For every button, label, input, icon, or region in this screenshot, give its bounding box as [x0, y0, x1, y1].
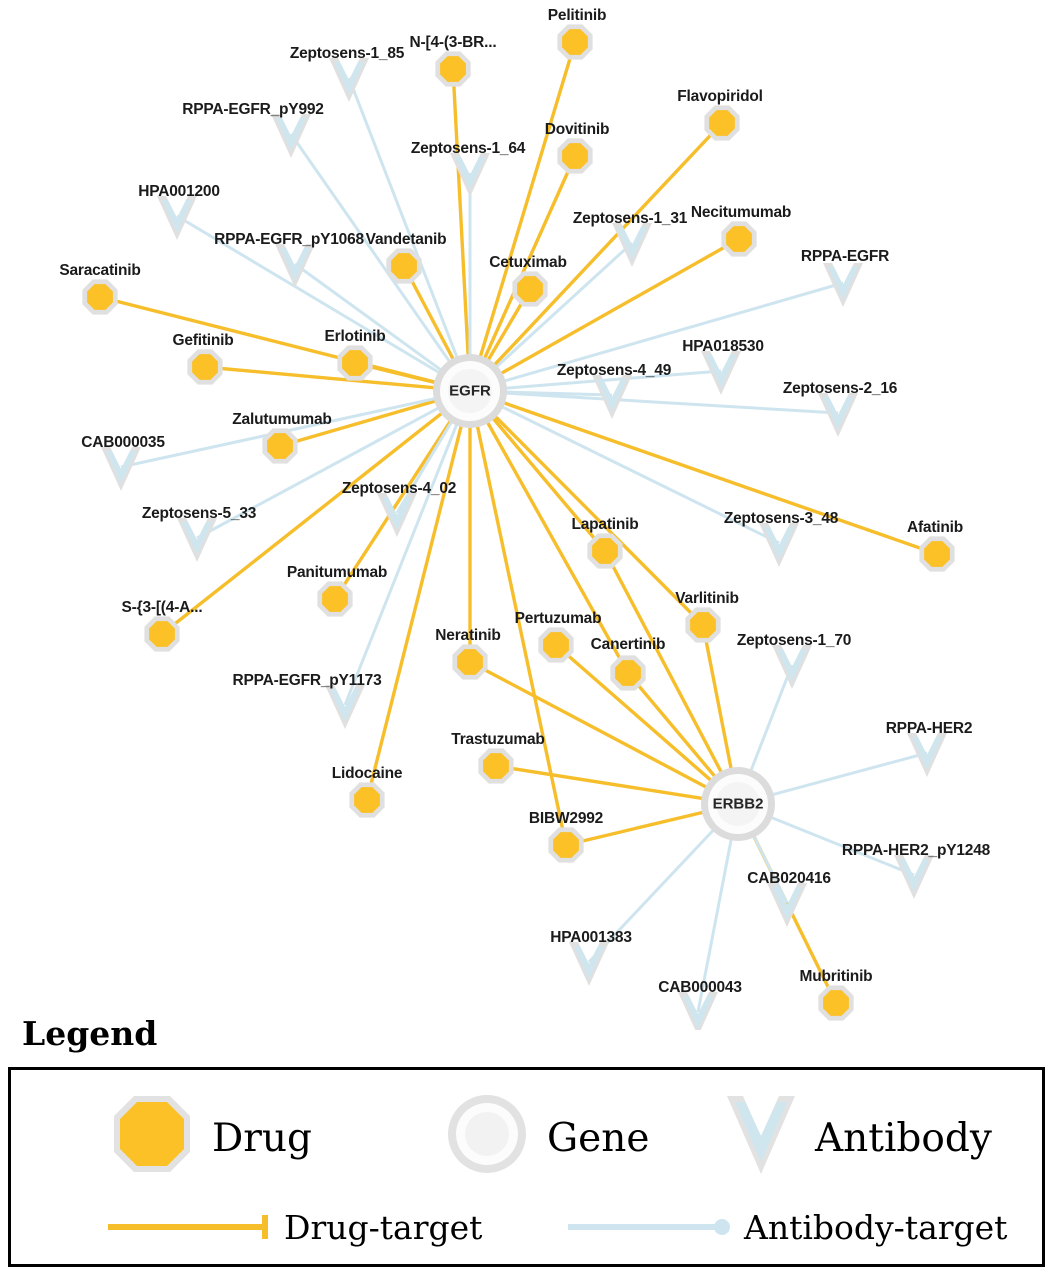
drug-target-edge — [478, 42, 575, 364]
node-core — [192, 354, 218, 380]
antibody-target-edge — [748, 665, 792, 778]
node-core — [543, 632, 569, 658]
node-core — [924, 541, 950, 567]
legend-item-drug-target — [106, 1205, 482, 1249]
node-core — [562, 29, 588, 55]
drug-node[interactable] — [452, 644, 487, 679]
antibody-node[interactable] — [329, 58, 369, 102]
antibody-node[interactable] — [101, 447, 141, 491]
antibody-node[interactable] — [894, 855, 934, 899]
antibody-target-edge — [349, 78, 460, 365]
legend-item-gene — [441, 1088, 649, 1188]
drug-label: Saracatinib — [59, 262, 141, 279]
antibody-node[interactable] — [767, 883, 807, 927]
antibody-label: RPPA-EGFR_pY1068 — [214, 231, 364, 248]
antibody-node[interactable] — [818, 393, 858, 437]
gene-icon — [441, 1088, 533, 1188]
drug-node[interactable] — [721, 221, 756, 256]
drug-node[interactable] — [317, 581, 352, 616]
antibody-label: Zeptosens-4_49 — [556, 362, 672, 379]
antibody-node[interactable] — [275, 244, 315, 288]
node-core — [690, 612, 716, 638]
legend-label-antibody-target: Antibody-target — [744, 1207, 1008, 1247]
legend-label-gene: Gene — [547, 1115, 650, 1161]
antibody-label: Zeptosens-1_70 — [736, 632, 852, 649]
drug-label: S-{3-[(4-A... — [121, 599, 203, 616]
antibody-label: HPA001383 — [550, 929, 632, 946]
node-core — [517, 276, 543, 302]
drug-label: Trastuzumab — [451, 731, 545, 748]
drug-node[interactable] — [548, 827, 583, 862]
antibody-node[interactable] — [592, 375, 632, 419]
antibody-label: Zeptosens-2_16 — [782, 380, 898, 397]
legend-label-antibody: Antibody — [815, 1115, 992, 1161]
drug-node[interactable] — [919, 536, 954, 571]
legend-item-antibody — [721, 1088, 992, 1188]
antibody-node[interactable] — [612, 223, 652, 267]
drug-node[interactable] — [512, 271, 547, 306]
drug-label: Necitumumab — [690, 204, 792, 221]
drug-target-edge — [496, 400, 937, 554]
node-core — [354, 787, 380, 813]
node-core — [709, 110, 735, 136]
drug-label: Gefitinib — [172, 332, 234, 349]
antibody-label: Zeptosens-3_48 — [723, 510, 839, 527]
node-core — [391, 253, 417, 279]
antibody-label: CAB000035 — [81, 434, 165, 451]
node-core — [562, 143, 588, 169]
drug-label: Mubritinib — [799, 968, 873, 985]
legend-item-antibody-target — [566, 1205, 1007, 1249]
drug-label: Pelitinib — [547, 7, 607, 24]
antibody-node[interactable] — [569, 942, 609, 986]
antibody-target-edge-icon — [566, 1205, 736, 1249]
antibody-label: HPA001200 — [138, 183, 220, 200]
drug-node[interactable] — [478, 748, 513, 783]
drug-label: Neratinib — [435, 627, 501, 644]
drug-label: Pertuzumab — [514, 610, 602, 627]
drug-node[interactable] — [349, 782, 384, 817]
antibody-label: RPPA-HER2 — [885, 720, 973, 737]
legend-box — [8, 1067, 1045, 1267]
drug-target-edge — [703, 625, 733, 777]
legend-label-drug: Drug — [212, 1115, 312, 1161]
node-core — [823, 990, 849, 1016]
antibody-node[interactable] — [157, 196, 197, 240]
drug-label: Lapatinib — [571, 516, 639, 533]
antibody-label: Zeptosens-1_31 — [572, 210, 688, 227]
legend-label-drug-target: Drug-target — [284, 1207, 483, 1247]
drug-target-edge — [489, 123, 722, 371]
drug-node[interactable] — [557, 24, 592, 59]
drug-node[interactable] — [818, 985, 853, 1020]
antibody-node[interactable] — [271, 114, 311, 158]
drug-node[interactable] — [685, 607, 720, 642]
gene-label: EGFR — [449, 382, 491, 400]
node-core — [342, 350, 368, 376]
antibody-label: Zeptosens-4_02 — [341, 480, 457, 497]
antibody-label: Zeptosens-5_33 — [141, 505, 257, 522]
node-core — [322, 586, 348, 612]
drug-node[interactable] — [144, 616, 179, 651]
drug-node[interactable] — [610, 655, 645, 690]
antibody-label: Zeptosens-1_85 — [289, 45, 405, 62]
drug-node[interactable] — [82, 279, 117, 314]
antibody-label: RPPA-HER2_pY1248 — [841, 842, 991, 859]
drug-node[interactable] — [538, 627, 573, 662]
legend-edge-row — [11, 1205, 1042, 1265]
drug-label: Zalutumumab — [232, 411, 332, 428]
node-core — [87, 284, 113, 310]
drug-target-edge — [205, 367, 442, 388]
antibody-node[interactable] — [823, 263, 863, 307]
antibody-label: CAB020416 — [747, 870, 831, 887]
drug-node[interactable] — [435, 51, 470, 86]
drug-label: Lidocaine — [331, 765, 403, 782]
drug-node[interactable] — [187, 349, 222, 384]
antibody-label: Zeptosens-1_64 — [410, 140, 526, 157]
antibody-label: RPPA-EGFR_pY992 — [182, 101, 324, 118]
node-core — [553, 832, 579, 858]
antibody-node[interactable] — [907, 733, 947, 777]
drug-label: N-[4-(3-BR... — [409, 34, 497, 51]
drug-node[interactable] — [587, 533, 622, 568]
legend — [0, 1014, 1059, 1280]
antibody-node[interactable] — [772, 645, 812, 689]
node-core — [267, 433, 293, 459]
node-core — [592, 538, 618, 564]
antibody-target-edge — [750, 829, 787, 903]
antibody-node[interactable] — [325, 685, 365, 729]
drug-label: Cetuximab — [489, 254, 567, 271]
antibody-label: RPPA-EGFR — [800, 248, 890, 265]
drug-target-edge — [628, 673, 720, 783]
node-core — [615, 660, 641, 686]
drug-node[interactable] — [262, 428, 297, 463]
drug-label: Panitumumab — [286, 564, 388, 581]
antibody-target-edge — [765, 753, 927, 797]
gene-label: ERBB2 — [712, 795, 764, 813]
drug-node[interactable] — [557, 138, 592, 173]
legend-node-row — [11, 1088, 1042, 1198]
antibody-label: HPA018530 — [682, 338, 764, 355]
drug-label: Erlotinib — [324, 328, 386, 345]
drug-node[interactable] — [337, 345, 372, 380]
drug-icon — [106, 1088, 198, 1188]
drug-label: Canertinib — [590, 636, 666, 653]
drug-node[interactable] — [386, 248, 421, 283]
node-core — [726, 226, 752, 252]
drug-label: Flavopiridol — [677, 88, 763, 105]
drug-label: Vandetanib — [365, 231, 447, 248]
antibody-label: RPPA-EGFR_pY1173 — [232, 672, 382, 689]
drug-label: BIBW2992 — [528, 810, 604, 827]
drug-label: Varlitinib — [675, 590, 739, 607]
node-core — [483, 753, 509, 779]
node-core — [457, 649, 483, 675]
drug-target-edge — [453, 69, 469, 363]
antibody-node[interactable] — [377, 493, 417, 537]
antibody-label: CAB000043 — [658, 979, 742, 996]
legend-item-drug — [106, 1088, 312, 1188]
drug-label: Dovitinib — [544, 121, 610, 138]
drug-target-edge-icon — [106, 1205, 276, 1249]
antibody-icon — [721, 1088, 801, 1188]
antibody-node[interactable] — [759, 523, 799, 567]
legend-title: Legend — [22, 1014, 158, 1053]
drug-label: Afatinib — [906, 519, 964, 536]
node-core — [440, 56, 466, 82]
antibody-node[interactable] — [177, 518, 217, 562]
antibody-node[interactable] — [450, 153, 490, 197]
node-core — [149, 621, 175, 647]
drug-node[interactable] — [704, 105, 739, 140]
